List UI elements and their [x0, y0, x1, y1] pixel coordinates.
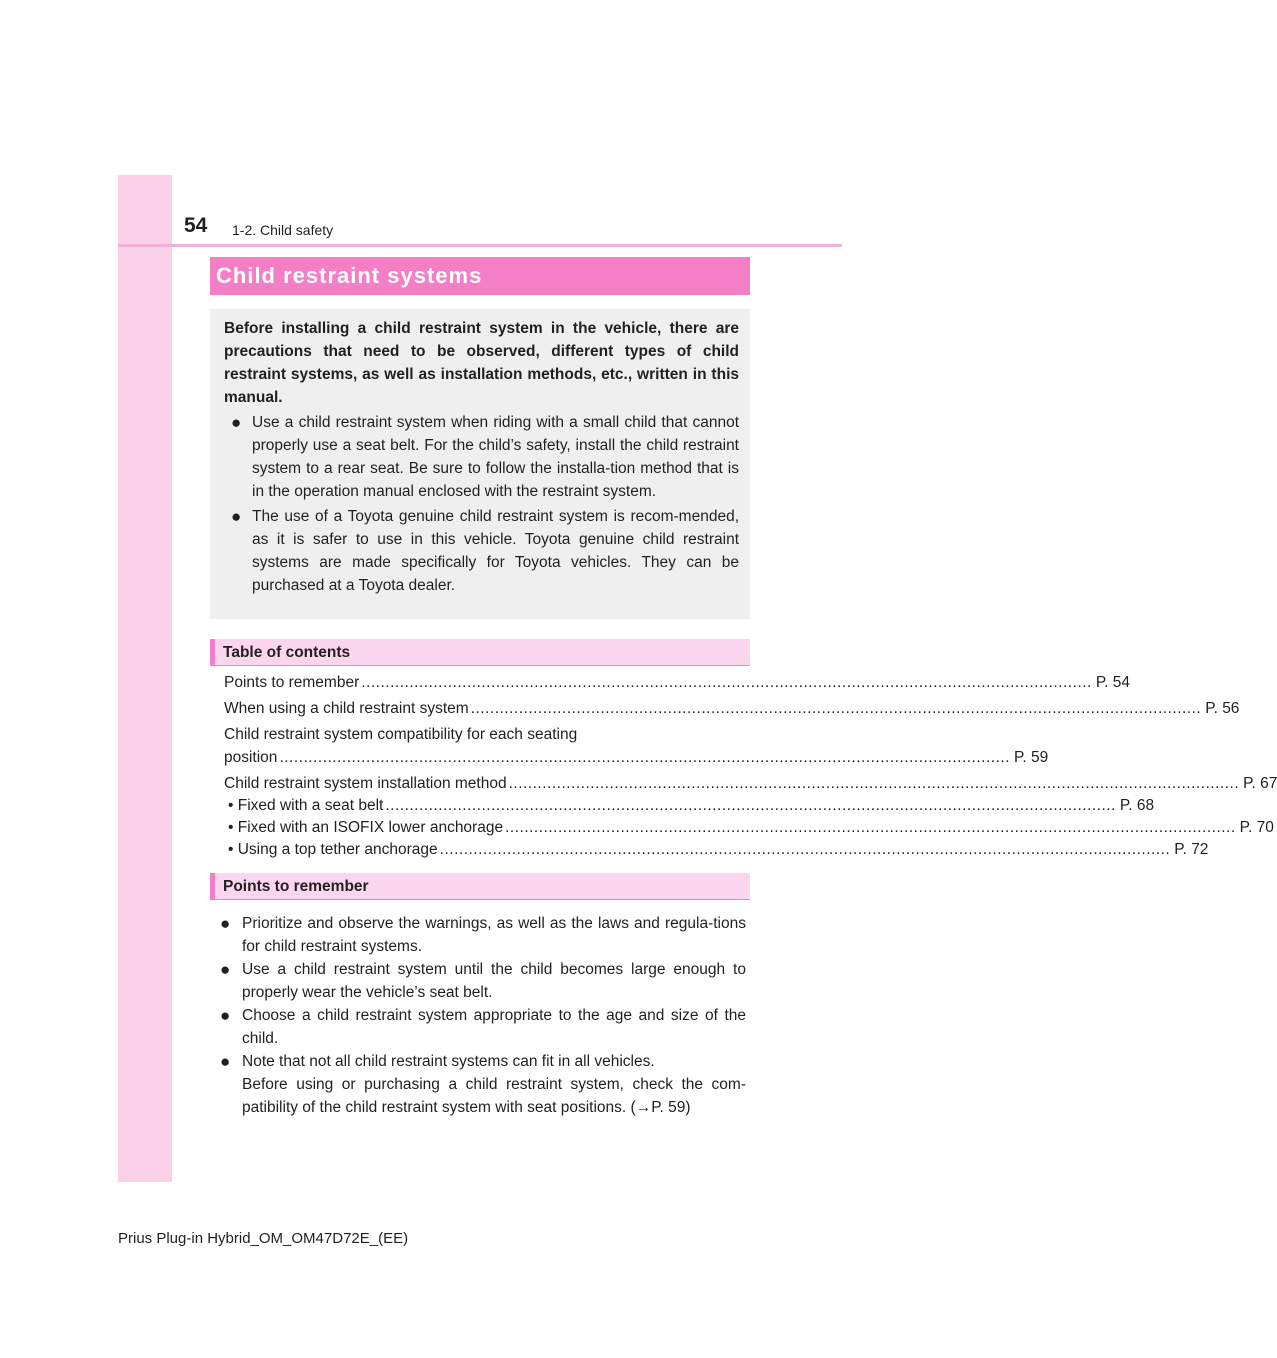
toc-leader-dots: ........................................................................................................................................................ — [361, 674, 1092, 691]
points-bullet-text: Prioritize and observe the warnings, as well as the laws and regula-tions for child restraint systems. — [242, 915, 746, 955]
points-bullet-text: Use a child restraint system until the child becomes large enough to properly wear the vehicle’s seat belt. — [242, 961, 746, 1001]
toc-entry-page: P. 70 — [1239, 819, 1274, 836]
points-bullet — [218, 1004, 746, 1050]
toc-entry-seat-belt[interactable] — [228, 796, 1155, 816]
toc-heading: Table of contents — [210, 639, 750, 666]
toc-leader-dots: ........................................................................................................................................................ — [508, 775, 1240, 792]
section-label: 1-2. Child safety — [232, 222, 334, 238]
toc-entry-page: P. 54 — [1095, 674, 1131, 691]
toc-entry-page: P. 68 — [1119, 797, 1155, 814]
points-bullet-text-continued: Before using or purchasing a child restraint system, check the com-patibility of the child restraint system with seat positions. (→P. 59) — [242, 1076, 746, 1116]
bullet-dot-icon: ● — [231, 507, 242, 526]
toc-entry-compatibility-line1[interactable] — [224, 725, 721, 745]
toc-entry-page: P. 67 — [1243, 775, 1277, 792]
bullet-dot-icon: ● — [220, 914, 231, 933]
toc-entry-page: P. 72 — [1174, 841, 1209, 858]
bullet-dot-icon: ● — [220, 1052, 231, 1071]
toc-entry-points-to-remember[interactable] — [224, 673, 1131, 693]
toc-entry-page: P. 56 — [1205, 700, 1240, 717]
footer-doc-id: Prius Plug-in Hybrid_OM_OM47D72E_(EE) — [118, 1230, 409, 1247]
points-bullet-text: Note that not all child restraint systems can fit in all vehicles. — [242, 1053, 655, 1070]
toc-leader-dots: ........................................................................................................................................................ — [470, 700, 1202, 717]
toc-entry-using-child-restraint[interactable] — [224, 699, 1240, 719]
intro-bullet — [224, 411, 739, 503]
page-title: Child restraint systems — [210, 257, 750, 295]
toc-entry-label: position — [224, 749, 278, 766]
toc-leader-dots: ........................................................................................................................................................ — [385, 797, 1116, 814]
points-bullet — [218, 1050, 746, 1119]
toc-entry-label: • Using a top tether anchorage — [228, 841, 438, 858]
points-list — [218, 912, 746, 1119]
toc-entry-page: P. 59 — [1014, 749, 1049, 766]
toc-leader-dots: ........................................................................................................................................................ — [279, 749, 1011, 766]
toc-entry-label: Points to remember — [224, 674, 360, 691]
chapter-sidebar-tab — [118, 175, 172, 1182]
toc-entry-label: • Fixed with a seat belt — [228, 797, 384, 814]
toc-entry-label: Child restraint system compatibility for each seating — [224, 726, 578, 743]
points-bullet — [218, 958, 746, 1004]
intro-lead: Before installing a child restraint system in the vehicle, there are precautions that need to be observed, different types of child restraint systems, as well as installation methods, etc., written in this manual. — [224, 320, 739, 406]
bullet-dot-icon: ● — [231, 413, 242, 432]
intro-bullet — [224, 505, 739, 597]
toc-entry-label: • Fixed with an ISOFIX lower anchorage — [228, 819, 504, 836]
intro-box — [210, 309, 750, 619]
toc-leader-dots: ........................................................................................................................................................ — [505, 819, 1236, 836]
bullet-dot-icon: ● — [220, 1006, 231, 1025]
toc-leader-dots: ........................................................................................................................................................ — [439, 841, 1171, 858]
points-heading: Points to remember — [210, 873, 750, 900]
header-divider — [118, 244, 842, 247]
toc-entry-label: Child restraint system installation method — [224, 775, 507, 792]
page-number: 54 — [184, 214, 208, 237]
intro-bullet-text: The use of a Toyota genuine child restraint system is recom-mended, as it is safer to use in this vehicle. Toyota genuine child restraint systems are made specifically for Toyota vehicles. They can be purchased at a Toyota dealer. — [252, 508, 739, 594]
bullet-dot-icon: ● — [220, 960, 231, 979]
toc-entry-label: When using a child restraint system — [224, 700, 469, 717]
toc-entry-top-tether[interactable] — [228, 840, 1209, 860]
toc-entry-isofix[interactable] — [228, 818, 1274, 838]
points-bullet — [218, 912, 746, 958]
intro-bullet-text: Use a child restraint system when riding with a small child that cannot properly use a seat belt. For the child’s safety, install the child restraint system to a rear seat. Be sure to follow the installa-tion method that is in the operation manual enclosed with the restraint system. — [252, 414, 739, 500]
points-bullet-text: Choose a child restraint system appropriate to the age and size of the child. — [242, 1007, 746, 1047]
toc-entry-compatibility[interactable] — [224, 748, 1049, 768]
toc-entry-installation-method[interactable] — [224, 774, 1277, 794]
